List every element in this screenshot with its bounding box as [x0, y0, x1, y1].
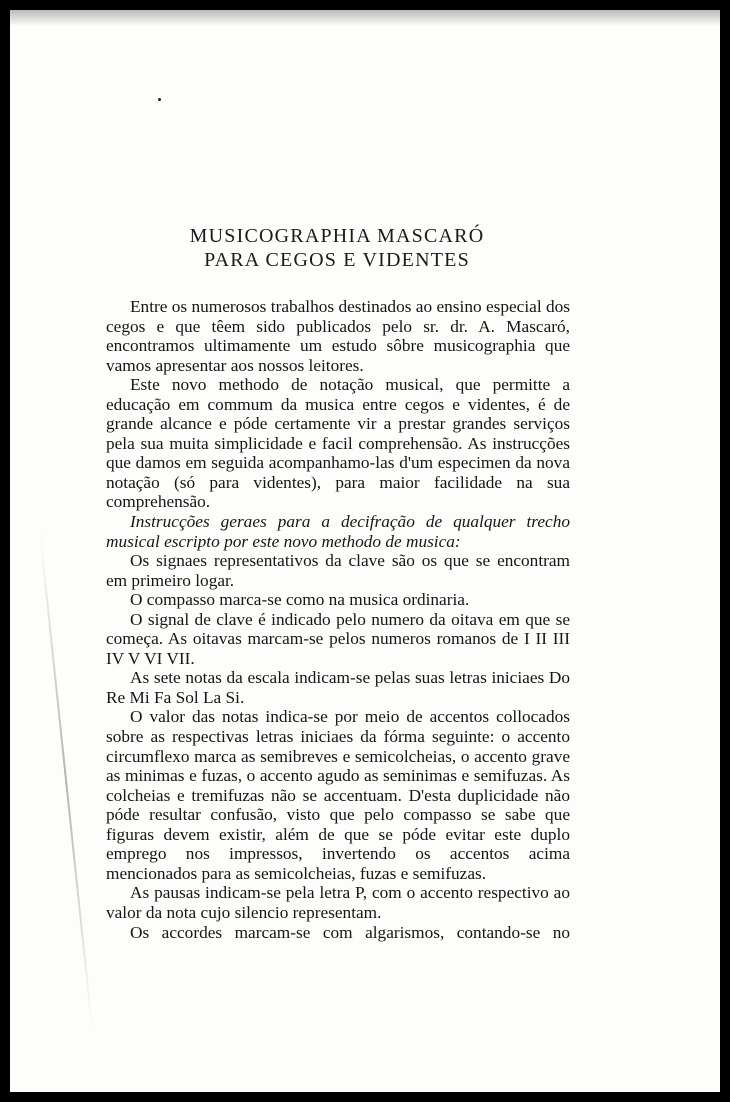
paragraph-notes: As sete notas da escala indicam-se pelas suas letras iniciaes Do Re Mi Fa Sol La Si.	[106, 668, 570, 707]
paragraph-clef-octave: O signal de clave é indicado pelo numero da oitava em que se começa. As oitavas marcam-se pelos numeros romanos de I II III IV V VI VII.	[106, 609, 570, 668]
article-body	[106, 297, 570, 942]
article-title	[10, 224, 664, 272]
paragraph-chords: Os accordes marcam-se com algarismos, contando-se no	[130, 922, 570, 942]
paragraph-instructions-heading: Instrucções geraes para a decifração de qualquer trecho musical escripto por este novo methodo de musica:	[106, 512, 570, 551]
title-line-1: MUSICOGRAPHIA MASCARÓ	[189, 225, 485, 247]
paragraph-intro: Entre os numerosos trabalhos destinados ao ensino especial dos cegos e que têem sido publicados pelo sr. dr. A. Mascaró, encontramos ultimamente um estudo sôbre musicographia que vamos apresentar aos nossos leitores.	[106, 297, 570, 375]
paragraph-rests: As pausas indicam-se pela letra P, com o accento respectivo ao valor da nota cujo silencio representam.	[106, 883, 570, 922]
scanned-page	[10, 10, 720, 1092]
paragraph-clef-signs: Os signaes representativos da clave são os que se encontram em primeiro logar.	[106, 551, 570, 590]
scan-edge-shadow	[10, 10, 720, 26]
paragraph-note-values: O valor das notas indica-se por meio de accentos collocados sobre as respectivas letras iniciaes da fórma seguinte: o accento circumflexo marca as semibreves e semicolcheias, o accento grave as minimas e fuzas, o accento agudo as seminimas e semifuzas. As colcheias e tremifuzas não se accentuam. D'esta duplicidade não póde resultar confusão, visto que pelo compasso se sabe que figuras devem existir, além de que se póde evitar este duplo emprego nos impressos, invertendo os accentos acima mencionados para as semicolcheias, fuzas e semifuzas.	[106, 707, 570, 883]
binding-mark	[39, 531, 93, 1028]
title-line-2: PARA CEGOS E VIDENTES	[204, 249, 470, 271]
paragraph-time-signature: O compasso marca-se como na musica ordinaria.	[130, 590, 470, 610]
paragraph-method: Este novo methodo de notação musical, que permitte a educação em commum da musica entre cegos e videntes, é de grande alcance e póde certamente vir a prestar grandes serviços pela sua muita simplicidade e facil comprehensão. As instrucções que damos em seguida acompanhamo-las d'um especimen da nova notação (só para videntes), para maior facilidade na sua comprehensão.	[106, 375, 570, 512]
ink-speck	[158, 98, 161, 101]
